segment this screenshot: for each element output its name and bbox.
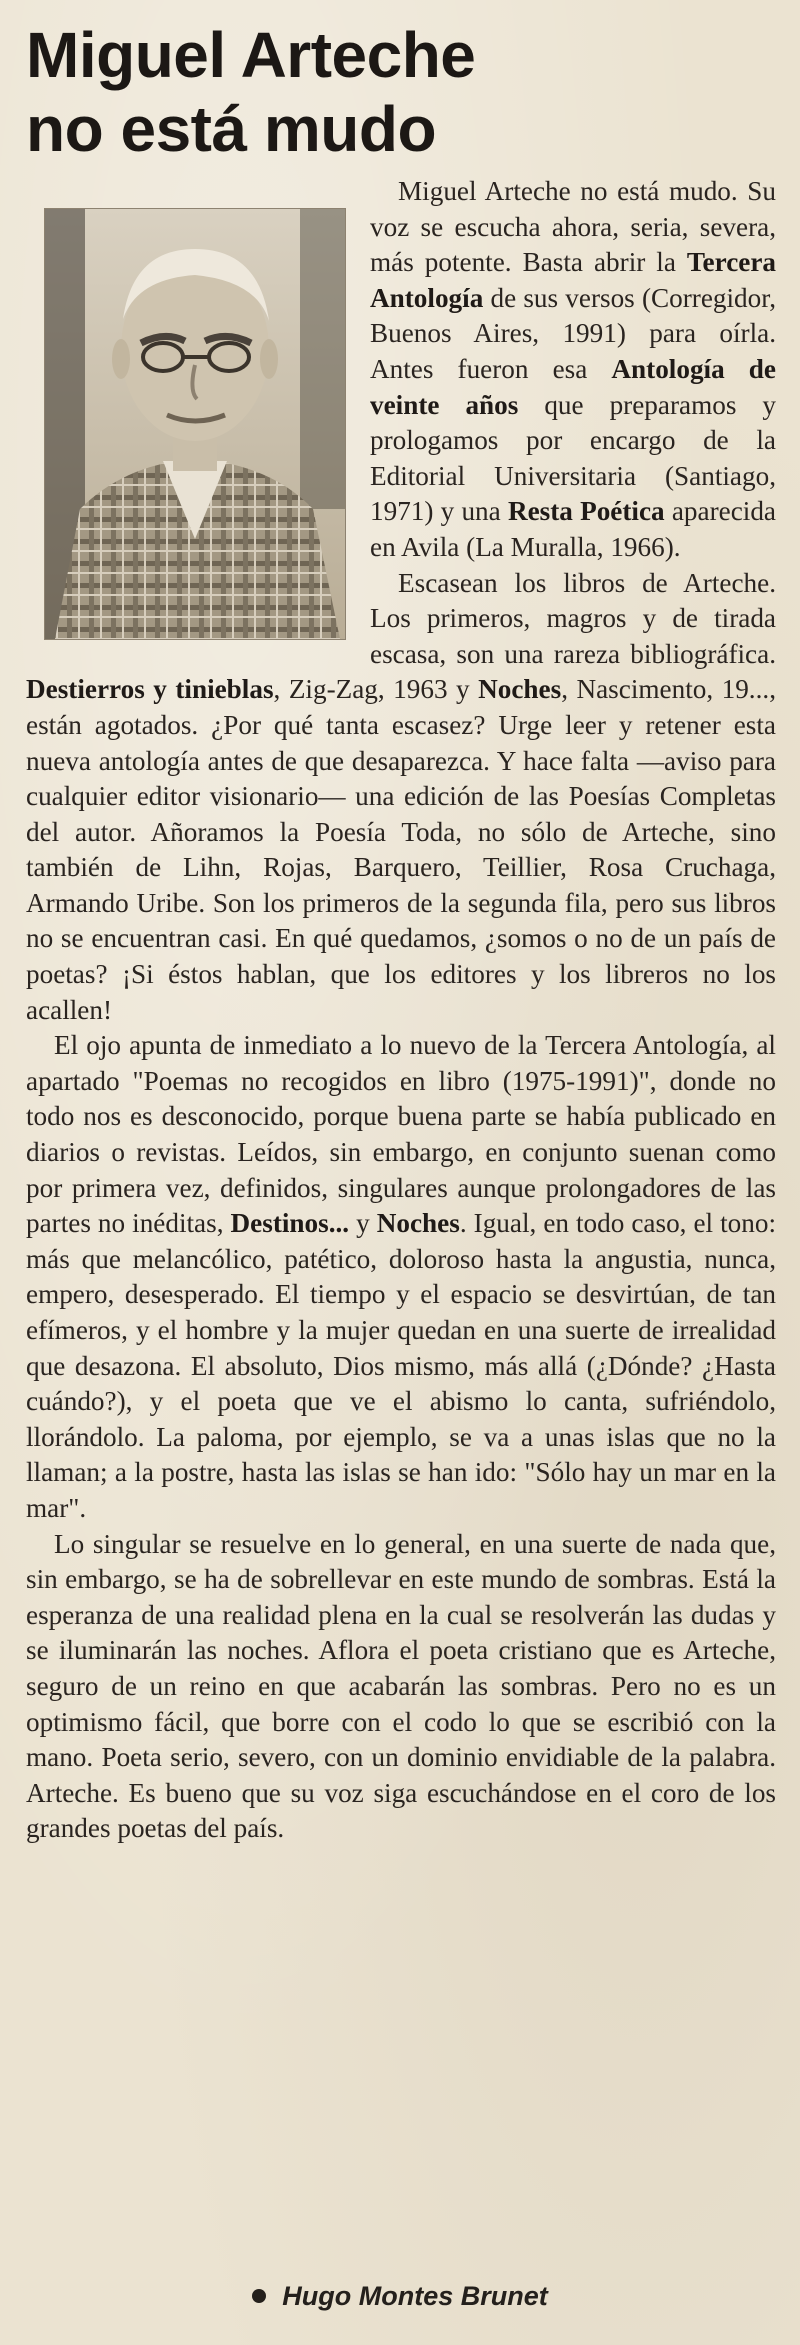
byline [0, 2281, 800, 2312]
bullet-icon [252, 2289, 266, 2303]
paragraph-4: Lo singular se resuelve en lo general, en una suerte de nada que, sin embargo, se ha de sobrellevar en este mundo de sombras. Está la esperanza de una realidad plena en la cual se resolverán las dudas y se iluminarán las noches. Aflora el poeta cristiano que es Arteche, seguro de un reino en que acabarán las sombras. Pero no es un optimismo fácil, que borre con el codo lo que se escribió con la mano. Poeta serio, severo, con un dominio envidiable de la palabra. Arteche. Es bueno que su voz siga escuchándose en el coro de los grandes poetas del país. [26, 1528, 776, 1844]
article-body [26, 174, 776, 1847]
author-portrait-icon [44, 208, 346, 640]
headline-line-2: no está mudo [26, 93, 437, 165]
byline-author: Hugo Montes Brunet [282, 2281, 548, 2311]
headline [26, 18, 776, 166]
paragraph-1: Miguel Arteche no está mudo. Su voz se escucha ahora, seria, severa, más potente. Basta abrir la Tercera Antología de sus versos (Corregidor, Buenos Aires, 1991) para oírla. Antes fueron esa Antología de veinte años que preparamos y prologamos por encargo de la Editorial Universitaria (Santiago, 1971) y una Resta Poética aparecida en Avila (La Muralla, 1966). [370, 176, 776, 562]
headline-line-1: Miguel Arteche [26, 19, 476, 91]
paragraph-2: Escasean los libros de Arteche. Los primeros, magros y de tirada escasa, son una rareza bibliográfica. Destierros y tinieblas, Zig-Zag, 1963 y Noches, Nascimento, 19..., están agotados. ¿Por qué tanta escasez? Urge leer y retener esta nueva antología antes de que desaparezca. Y hace falta —aviso para cualquier editor visionario— una edición de las Poesías Completas del autor. Añoramos la Poesía Toda, no sólo de Arteche, sino también de Lihn, Rojas, Barquero, Teillier, Rosa Cruchaga, Armando Uribe. Son los primeros de la segunda fila, pero sus libros no se encuentran casi. En qué quedamos, ¿somos o no de un país de poetas? ¡Si éstos hablan, que los editores y los libreros no los acallen! [26, 567, 776, 1025]
paragraph-3: El ojo apunta de inmediato a lo nuevo de la Tercera Antología, al apartado "Poemas no recogidos en libro (1975-1991)", donde no todo nos es desconocido, porque buena parte se había publicado en diarios o revistas. Leídos, sin embargo, en conjunto suenan como por primera vez, definidos, singulares aunque prolongadores de las partes no inéditas, Destinos... y Noches. Igual, en todo caso, el tono: más que melancólico, patético, doloroso hasta la angustia, nunca, empero, desesperado. El tiempo y el espacio se desvirtúan, de tan efímeros, y el hombre y la mujer quedan en una suerte de irrealidad que desazona. El absoluto, Dios mismo, más allá (¿Dónde? ¿Hasta cuándo?), y el poeta que ve el abismo lo canta, sufriéndolo, llorándolo. La paloma, por ejemplo, se va a unas islas que no la llaman; a la postre, hasta las islas se han ido: "Sólo hay un mar en la mar". [26, 1030, 777, 1523]
